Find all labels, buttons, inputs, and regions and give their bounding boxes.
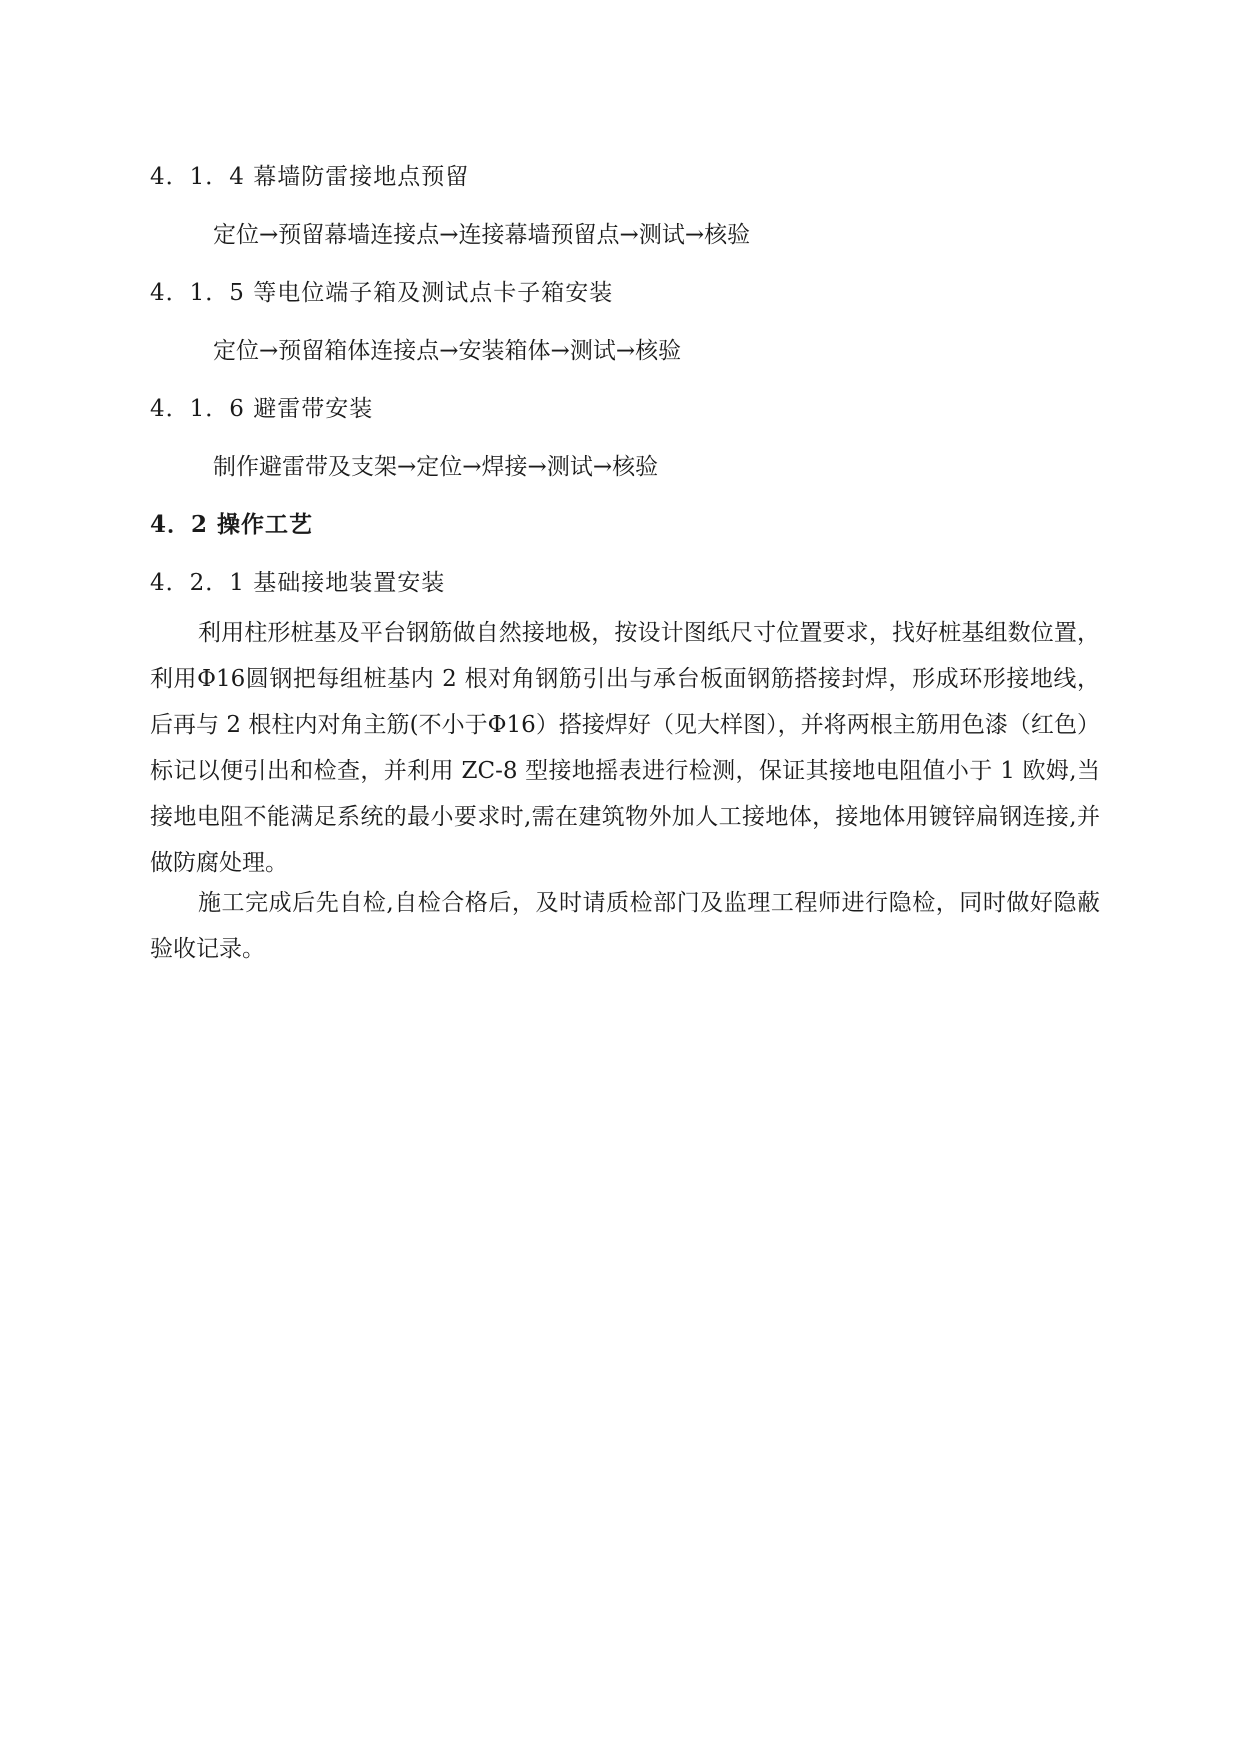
section-heading-4-1-5: 4．1．5 等电位端子箱及测试点卡子箱安装 [150, 280, 614, 306]
body-paragraph-2: 施工完成后先自检,自检合格后，及时请质检部门及监理工程师进行隐检，同时做好隐蔽验收记录。 [150, 890, 1100, 962]
flow-text-4-1-5: 定位→预留箱体连接点→安装箱体→测试→核验 [213, 338, 682, 364]
flow-text-4-1-6: 制作避雷带及支架→定位→焊接→测试→核验 [213, 454, 659, 480]
section-heading-4-1-4: 4．1．4 幕墙防雷接地点预留 [150, 164, 470, 190]
body-paragraph-1: 利用柱形桩基及平台钢筋做自然接地极，按设计图纸尺寸位置要求，找好桩基组数位置，利用Φ16圆钢把每组桩基内 2 根对角钢筋引出与承台板面钢筋搭接封焊，形成环形接地线，后再与 2 根柱内对角主筋(不小于Φ16）搭接焊好（见大样图），并将两根主筋用色漆（红色）标记以便引出和检查，并利用 ZC-8 型接地摇表进行检测，保证其接地电阻值小于 1 欧姆,当接地电阻不能满足系统的最小要求时,需在建筑物外加人工接地体，接地体用镀锌扁钢连接,并做防腐处理。 [150, 620, 1100, 876]
sub-heading-4-2-1: 4．2．1 基础接地装置安装 [150, 570, 446, 596]
section-heading-4-1-6: 4．1．6 避雷带安装 [150, 396, 374, 422]
flow-text-4-1-4: 定位→预留幕墙连接点→连接幕墙预留点→测试→核验 [213, 222, 751, 248]
section-heading-4-2: 4．2 操作工艺 [150, 511, 314, 538]
